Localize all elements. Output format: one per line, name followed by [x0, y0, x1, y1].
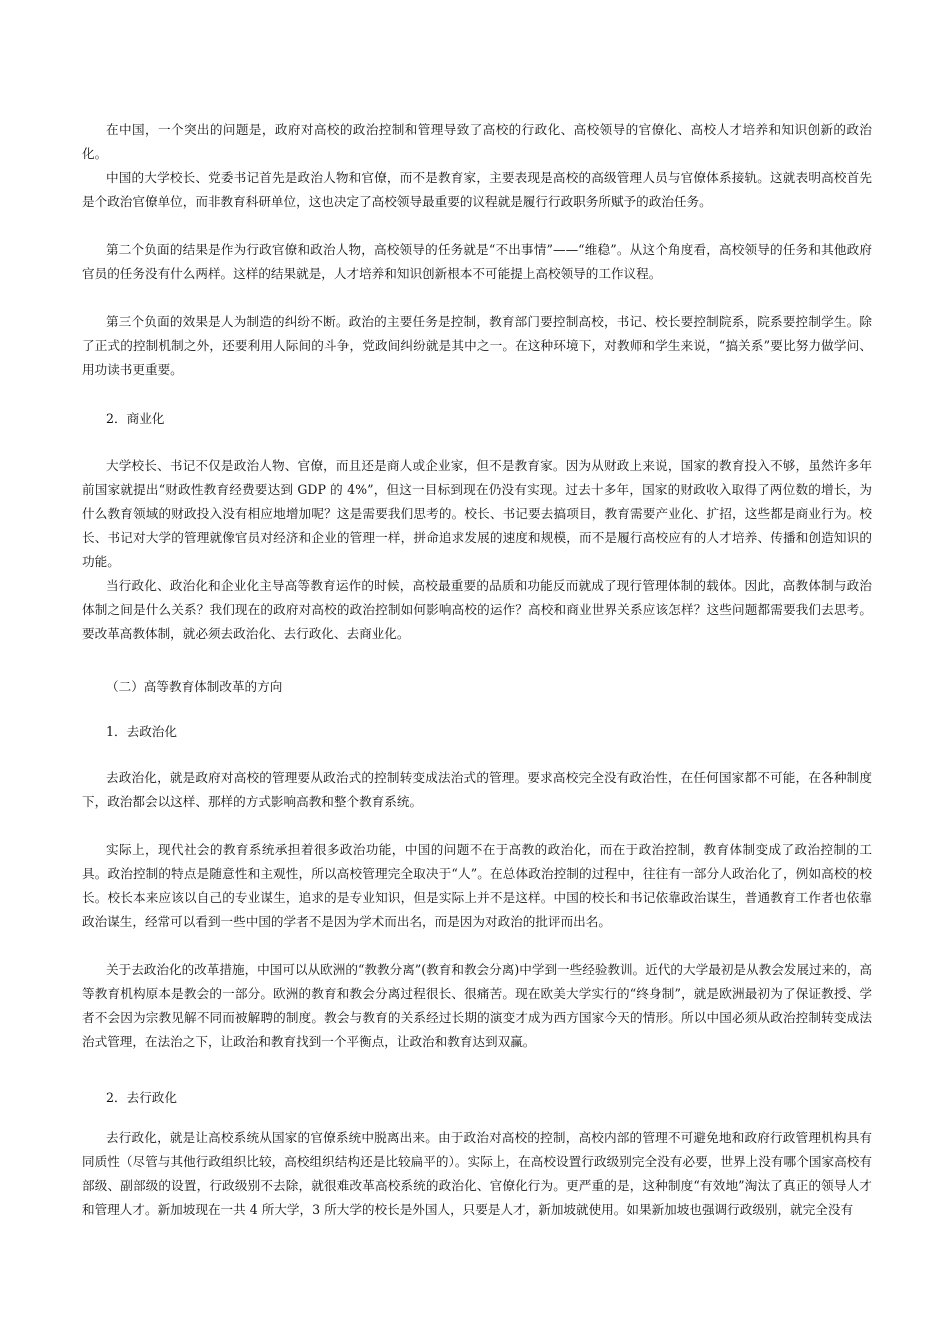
- paragraph-commercialization: 大学校长、书记不仅是政治人物、官僚，而且还是商人或企业家，但不是教育家。因为从财政上来说，国家的教育投入不够，虽然许多年前国家就提出“财政性教育经费要达到 GDP 的 4%”，但这一目标到现在仍没有实现。过去十多年，国家的财政收入取得了两位数的增长，为什么教育领域的财政投入没有相应地增加呢？这是需要我们思考的。校长、书记要去搞项目，教育需要产业化、扩招，这些都是商业行为。校长、书记对大学的管理就像官员对经济和企业的管理一样，拼命追求发展的速度和规模，而不是履行高校应有的人才培养、传播和创造知识的功能。: [82, 458, 872, 569]
- paragraph-deadministration: 去行政化，就是让高校系统从国家的官僚系统中脱离出来。由于政治对高校的控制，高校内部的管理不可避免地和政府行政管理机构具有同质性（尽管与其他行政组织比较，高校组织结构还是比较扁平的）。实际上，在高校设置行政级别完全没有必要，世界上没有哪个国家高校有部级、副部级的设置，行政级别不去除，就很难改革高校系统的政治化、官僚化行为。更严重的是，这种制度“有效地”淘汰了真正的领导人才和管理人才。新加坡现在一共 4 所大学，3 所大学的校长是外国人，只要是人才，新加坡就使用。如果新加坡也强调行政级别，就完全没有: [82, 1130, 872, 1217]
- paragraph-depoliticization-definition: 去政治化，就是政府对高校的管理要从政治式的控制转变成法治式的管理。要求高校完全没有政治性，在任何国家都不可能，在各种制度下，政治都会以这样、那样的方式影响高教和整个教育系统。: [82, 770, 872, 809]
- heading-commercialization: 2．商业化: [106, 411, 165, 426]
- paragraph-administrative-summary: 当行政化、政治化和企业化主导高等教育运作的时候，高校最重要的品质和功能反而就成了现行管理体制的载体。因此，高教体制与政治体制之间是什么关系？我们现在的政府对高校的政治控制如何影响高校的运作？高校和商业世界关系应该怎样？这些问题都需要我们去思考。要改革高教体制，就必须去政治化、去行政化、去商业化。: [82, 578, 872, 641]
- paragraph-university-leaders: 中国的大学校长、党委书记首先是政治人物和官僚，而不是教育家，主要表现是高校的高级管理人员与官僚体系接轨。这就表明高校首先是个政治官僚单位，而非教育科研单位，这也决定了高校领导最重要的议程就是履行行政职务所赋予的政治任务。: [82, 170, 872, 209]
- paragraph-second-negative: 第二个负面的结果是作为行政官僚和政治人物，高校领导的任务就是“不出事情”——“维稳”。从这个角度看，高校领导的任务和其他政府官员的任务没有什么两样。这样的结果就是，人才培养和知识创新根本不可能提上高校领导的工作议程。: [82, 242, 872, 281]
- paragraph-politicization-intro: 在中国，一个突出的问题是，政府对高校的政治控制和管理导致了高校的行政化、高校领导的官僚化、高校人才培养和知识创新的政治化。: [82, 122, 872, 161]
- paragraph-political-control: 实际上，现代社会的教育系统承担着很多政治功能，中国的问题不在于高教的政治化，而在于政治控制，教育体制变成了政治控制的工具。政治控制的特点是随意性和主观性，所以高校管理完全取决于“人”。在总体政治控制的过程中，往往有一部分人政治化了，例如高校的校长。校长本来应该以自己的专业谋生，追求的是专业知识，但是实际上并不是这样。中国的校长和书记依靠政治谋生，普通教育工作者也依靠政治谋生，经常可以看到一些中国的学者不是因为学术而出名，而是因为对政治的批评而出名。: [82, 842, 872, 929]
- paragraph-church-education-separation: 关于去政治化的改革措施，中国可以从欧洲的“教教分离”(教育和教会分离)中学到一些经验教训。近代的大学最初是从教会发展过来的，高等教育机构原本是教会的一部分。欧洲的教育和教会分离过程很长、很痛苦。现在欧美大学实行的“终身制”，就是欧洲最初为了保证教授、学者不会因为宗教见解不同而被解聘的制度。教会与教育的关系经过长期的演变才成为西方国家今天的情形。所以中国必须从政治控制转变成法治式管理，在法治之下，让政治和教育找到一个平衡点，让政治和教育达到双赢。: [82, 962, 872, 1049]
- heading-depoliticization: 1．去政治化: [106, 724, 177, 739]
- paragraph-third-negative: 第三个负面的效果是人为制造的纠纷不断。政治的主要任务是控制，教育部门要控制高校，书记、校长要控制院系，院系要控制学生。除了正式的控制机制之外，还要利用人际间的斗争，党政间纠纷就是其中之一。在这种环境下，对教师和学生来说，“搞关系”要比努力做学问、用功读书更重要。: [82, 314, 872, 377]
- heading-reform-direction: （二）高等教育体制改革的方向: [106, 679, 283, 694]
- heading-deadministration: 2．去行政化: [106, 1090, 177, 1105]
